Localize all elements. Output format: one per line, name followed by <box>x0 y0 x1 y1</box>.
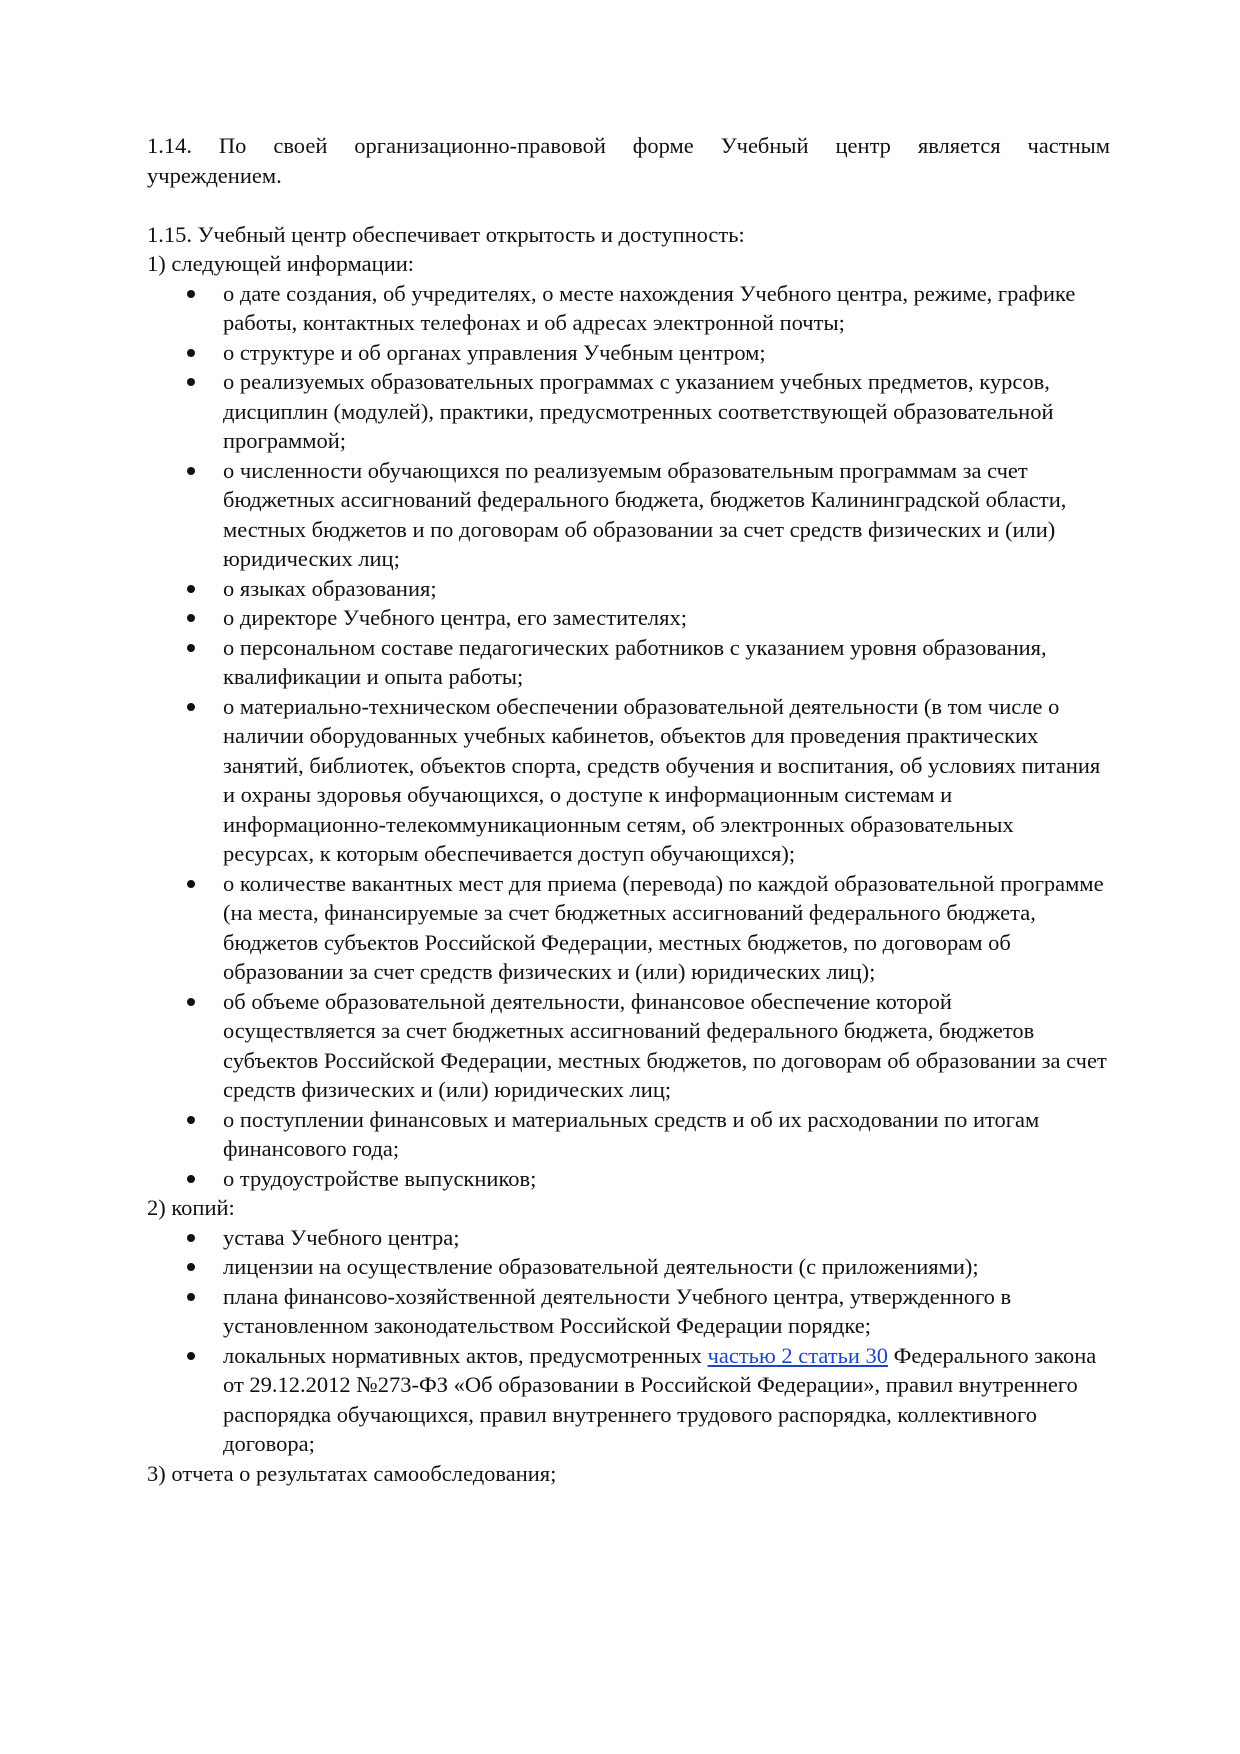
list-item: лицензии на осуществление образовательной деятельности (с приложениями); <box>223 1252 1110 1282</box>
list-item: об объеме образовательной деятельности, финансовое обеспечение которой осуществляется за счет бюджетных ассигнований федерального бюджета, бюджетов субъектов Российской Федерации, местных бюджетов, по договорам об образовании за счет средств физических и (или) юридических лиц; <box>223 987 1110 1105</box>
paragraph-1-15: 1.15. Учебный центр обеспечивает открытость и доступность: <box>147 221 745 247</box>
list-item-with-link <box>223 1341 1110 1459</box>
section-1-list <box>147 279 1110 1194</box>
list-item: о дате создания, об учредителях, о месте нахождения Учебного центра, режиме, графике работы, контактных телефонах и об адресах электронной почты; <box>223 279 1110 338</box>
list-item: о материально-техническом обеспечении образовательной деятельности (в том числе о наличии оборудованных учебных кабинетов, объектов для проведения практических занятий, библиотек, объектов спорта, средств обучения и воспитания, об условиях питания и охраны здоровья обучающихся, о доступе к информационным системам и информационно-телекоммуникационным сетям, об электронных образовательных ресурсах, к которым обеспечивается доступ обучающихся); <box>223 692 1110 869</box>
list-item: плана финансово-хозяйственной деятельности Учебного центра, утвержденного в установленном законодательством Российской Федерации порядке; <box>223 1282 1110 1341</box>
list-item: о реализуемых образовательных программах с указанием учебных предметов, курсов, дисциплин (модулей), практики, предусмотренных соответствующей образовательной программой; <box>223 367 1110 456</box>
section-1-title: 1) следующей информации: <box>147 251 415 276</box>
law-article-link[interactable]: частью 2 статьи 30 <box>707 1342 889 1368</box>
list-item: о персональном составе педагогических работников с указанием уровня образования, квалификации и опыта работы; <box>223 633 1110 692</box>
list-item: о количестве вакантных мест для приема (перевода) по каждой образовательной программе (на места, финансируемые за счет бюджетных ассигнований федерального бюджета, бюджетов субъектов Российской Федерации, местных бюджетов, по договорам об образовании за счет средств физических и (или) юридических лиц); <box>223 869 1110 987</box>
section-2-list <box>147 1223 1110 1459</box>
item-text-before-link: локальных нормативных актов, предусмотренных <box>223 1342 708 1368</box>
list-item: о директоре Учебного центра, его заместителях; <box>223 603 1110 633</box>
section-3-title: 3) отчета о результатах самообследования; <box>147 1460 557 1486</box>
document-page <box>147 131 1110 1488</box>
list-item: о структуре и об органах управления Учебным центром; <box>223 338 1110 368</box>
paragraph-1-14: 1.14. По своей организационно-правовой форме Учебный центр является частным учреждением. <box>147 133 1110 188</box>
section-2-title: 2) копий: <box>147 1195 235 1220</box>
list-item: о поступлении финансовых и материальных средств и об их расходовании по итогам финансового года; <box>223 1105 1110 1164</box>
list-item: о языках образования; <box>223 574 1110 604</box>
list-item: о численности обучающихся по реализуемым образовательным программам за счет бюджетных ассигнований федерального бюджета, бюджетов Калининградской области, местных бюджетов и по договорам об образовании за счет средств физических и (или) юридических лиц; <box>223 456 1110 574</box>
item-text-after-link: Федерального закона от 29.12.2012 №273-ФЗ «Об образовании в Российской Федерации», правил внутреннего распорядка обучающихся, правил внутреннего трудового распорядка, коллективного договора; <box>223 1342 1097 1456</box>
list-item: устава Учебного центра; <box>223 1223 1110 1253</box>
list-item: о трудоустройстве выпускников; <box>223 1164 1110 1194</box>
